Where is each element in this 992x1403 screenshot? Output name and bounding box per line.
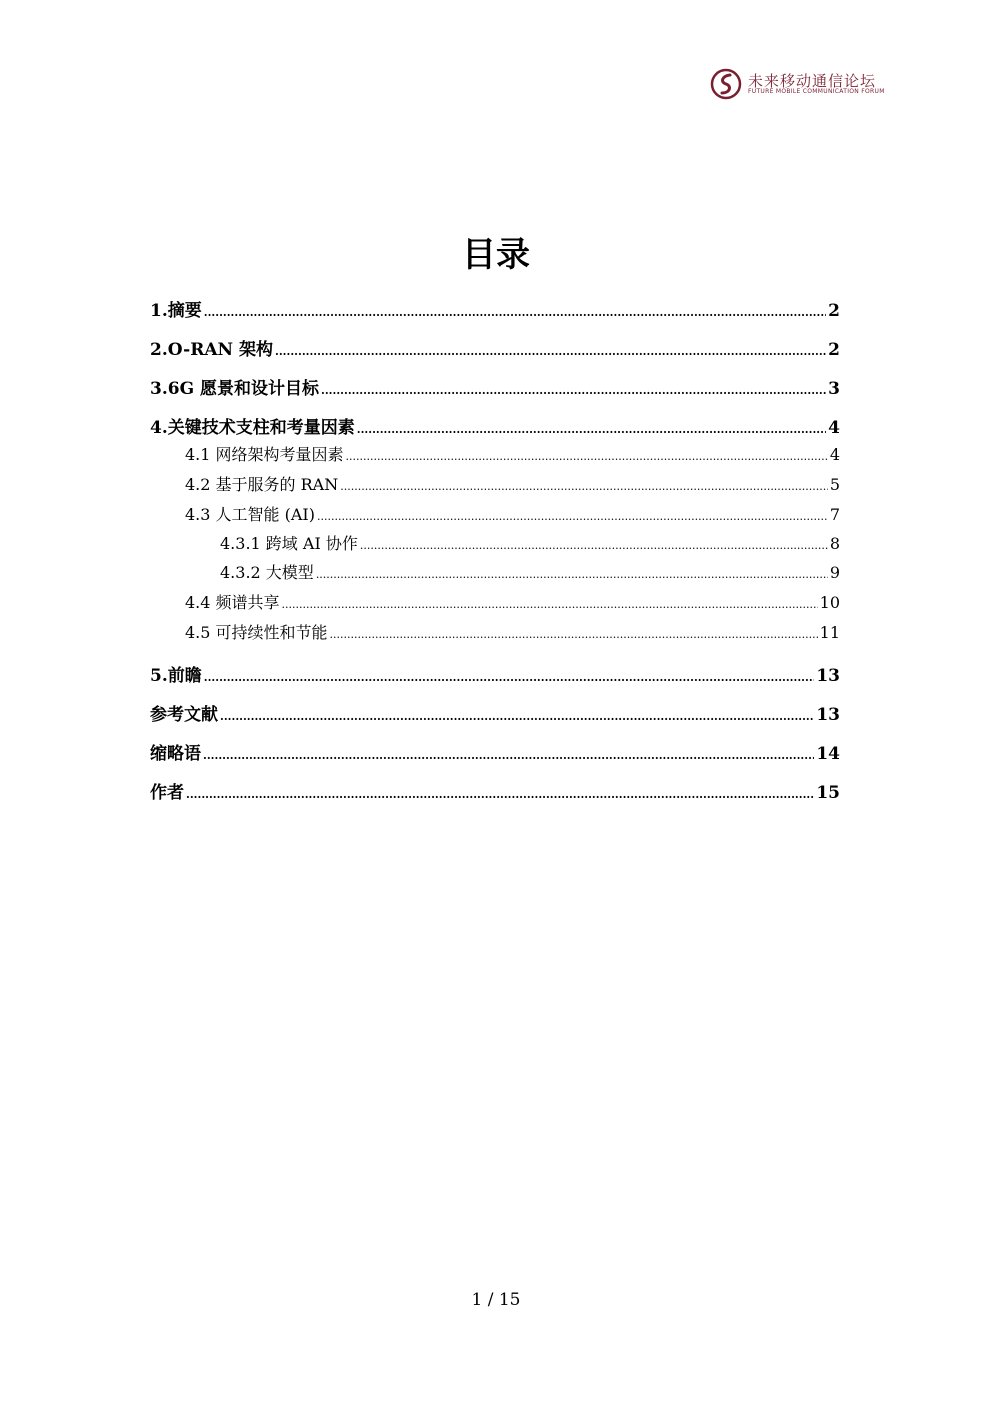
- toc-entry-label: 参考文献: [150, 705, 218, 725]
- toc-leader-dots: [317, 510, 828, 523]
- toc-entry-page: 4: [829, 445, 840, 464]
- toc-entry-sustainability[interactable]: [185, 620, 840, 644]
- toc-entry-label: 作者: [150, 783, 184, 803]
- toc-entry-cross-domain-ai[interactable]: [220, 531, 840, 555]
- toc-entry-label: 4.1 网络架构考量因素: [185, 445, 344, 464]
- toc-entry-label: 1.摘要: [150, 301, 202, 321]
- toc-entry-spectrum-sharing[interactable]: [185, 590, 840, 614]
- toc-entry-key-technology[interactable]: [150, 413, 840, 437]
- toc-entry-page: 2: [828, 301, 840, 321]
- toc-entry-abstract[interactable]: [150, 296, 840, 320]
- toc-entry-label: 4.关键技术支柱和考量因素: [150, 418, 355, 438]
- toc-entry-label: 4.4 频谱共享: [185, 593, 280, 612]
- toc-entry-large-model[interactable]: [220, 560, 840, 584]
- toc-entry-network-architecture[interactable]: [185, 442, 840, 466]
- toc-entry-label: 4.3.2 大模型: [220, 563, 314, 582]
- toc-entry-label: 4.2 基于服务的 RAN: [185, 475, 339, 494]
- toc-leader-dots: [282, 598, 818, 611]
- toc-entry-label: 3.6G 愿景和设计目标: [150, 379, 320, 399]
- toc-leader-dots: [360, 539, 828, 552]
- toc-leader-dots: [204, 306, 826, 319]
- toc-entry-page: 8: [829, 534, 840, 553]
- toc-entry-abbreviations[interactable]: [150, 739, 840, 763]
- toc-entry-page: 9: [829, 563, 840, 582]
- toc-entry-label: 4.5 可持续性和节能: [185, 623, 328, 642]
- toc-entry-ai[interactable]: [185, 502, 840, 526]
- toc-entry-service-based-ran[interactable]: [185, 472, 840, 496]
- toc-entry-page: 10: [819, 593, 840, 612]
- toc-entry-page: 7: [829, 505, 840, 524]
- toc-entry-page: 13: [816, 705, 840, 725]
- toc-entry-label: 4.3.1 跨域 AI 协作: [220, 534, 358, 553]
- toc-entry-label: 2.O-RAN 架构: [150, 340, 274, 360]
- toc-leader-dots: [186, 788, 814, 801]
- logo-english-text: FUTURE MOBILE COMMUNICATION FORUM: [748, 88, 885, 95]
- toc-entry-authors[interactable]: [150, 778, 840, 802]
- toc-leader-dots: [346, 450, 828, 463]
- toc-entry-label: 5.前瞻: [150, 666, 202, 686]
- toc-title: 目录: [462, 235, 530, 275]
- toc-leader-dots: [203, 749, 814, 762]
- toc-leader-dots: [357, 423, 826, 436]
- page-number: 1 / 15: [471, 1290, 521, 1310]
- toc-leader-dots: [275, 345, 826, 358]
- toc-entry-page: 5: [829, 475, 840, 494]
- toc-leader-dots: [330, 628, 818, 641]
- toc-entry-page: 2: [828, 340, 840, 360]
- forum-logo: [710, 68, 885, 100]
- toc-leader-dots: [220, 710, 814, 723]
- toc-entry-label: 缩略语: [150, 744, 201, 764]
- toc-leader-dots: [316, 568, 828, 581]
- toc-leader-dots: [204, 671, 815, 684]
- toc-entry-label: 4.3 人工智能 (AI): [185, 505, 315, 524]
- toc-entry-page: 3: [828, 379, 840, 399]
- toc-entry-page: 15: [816, 783, 840, 803]
- toc-entry-page: 4: [828, 418, 840, 438]
- toc-entry-references[interactable]: [150, 700, 840, 724]
- toc-entry-page: 13: [816, 666, 840, 686]
- toc-entry-page: 11: [819, 623, 840, 642]
- toc-entry-6g-vision[interactable]: [150, 374, 840, 398]
- toc-entry-page: 14: [816, 744, 840, 764]
- forum-logo-icon: [710, 68, 742, 100]
- toc-leader-dots: [340, 480, 828, 493]
- toc-entry-outlook[interactable]: [150, 661, 840, 685]
- logo-chinese-text: 未来移动通信论坛: [748, 72, 877, 90]
- toc-entry-oran-architecture[interactable]: [150, 335, 840, 359]
- toc-leader-dots: [321, 384, 826, 397]
